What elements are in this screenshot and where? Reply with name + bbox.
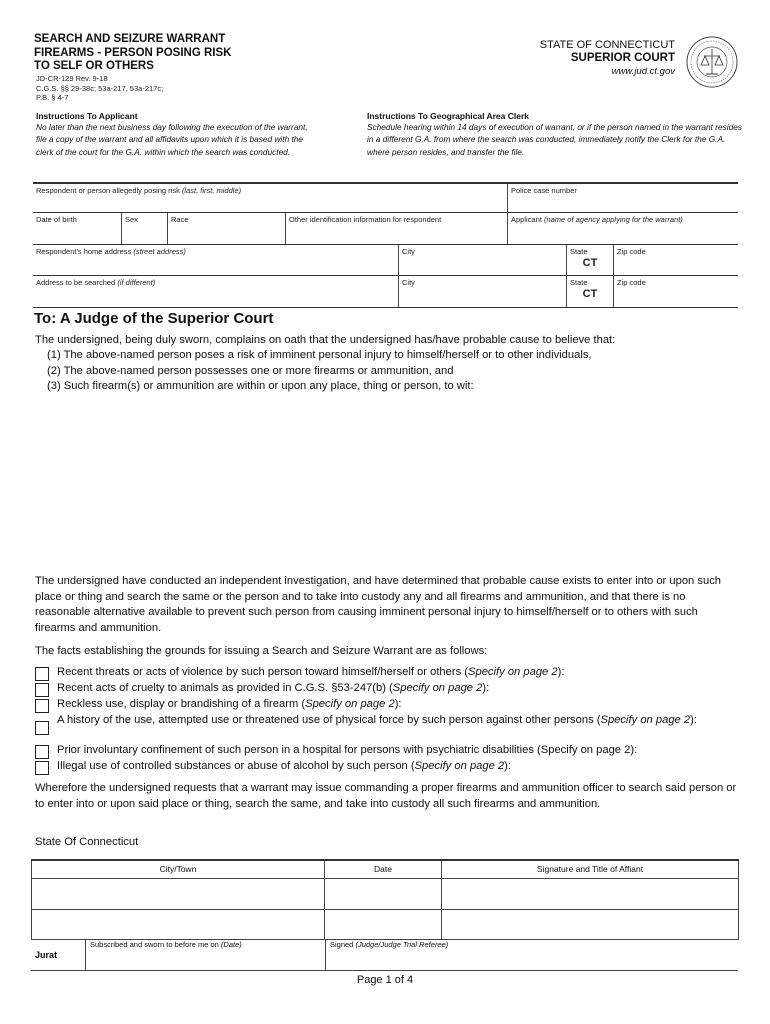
ground-checkbox-reckless-use[interactable]	[35, 699, 49, 713]
practice-book-citation: P.B. § 4-7	[36, 93, 69, 102]
city-town-header: City/Town	[32, 860, 325, 878]
applicant-instructions	[36, 111, 311, 158]
race-label: Race	[171, 215, 189, 224]
specify-note: Specify on page 2	[305, 698, 395, 710]
ground-reckless-use	[57, 697, 737, 712]
court-header	[540, 39, 675, 78]
jurat-row	[31, 939, 738, 971]
signed-label: Signed	[330, 940, 354, 949]
investigation-statement: The undersigned have conducted an independent investigation, and have determined that probable cause exists to enter into or upon such place or thing and search the same or the person and to take into custody any and all firearms and ammunition, and that there is no reasonable alternative available to prevent such person from causing imminent personal injury to himself/herself or to others with such firearms and ammunition.	[35, 575, 722, 634]
judge-signature-field[interactable]	[325, 940, 738, 970]
specify-note: Specify on page 2	[392, 682, 483, 694]
applicant-instructions-heading: Instructions To Applicant	[36, 111, 138, 121]
police-case-number-field[interactable]	[507, 184, 739, 212]
page-number: Page 1 of 4	[356, 974, 414, 986]
date-of-birth-label: Date of birth	[36, 215, 77, 224]
subscribed-hint: (Date)	[220, 940, 242, 949]
specify-note: Specify on page 2	[600, 714, 691, 726]
ground-end: ):	[504, 760, 512, 772]
jurat-label: Jurat	[35, 950, 58, 960]
search-zip-field[interactable]	[613, 276, 739, 307]
ground-checkbox-confinement[interactable]	[35, 745, 49, 759]
search-state-field	[566, 276, 612, 307]
ground-text: Prior involuntary confinement of such person in a hospital for persons with psychiatric disabilities (Specify on page 2):	[57, 744, 638, 756]
specify-note: Specify on page 2	[468, 666, 558, 678]
specify-note: Specify on page 2	[414, 760, 505, 772]
date-cell[interactable]	[325, 909, 442, 939]
ground-text: A history of the use, attempted use or threatened use of physical force by such person against other persons (	[57, 714, 601, 726]
ground-end: ):	[690, 714, 697, 726]
ground-physical-force	[57, 713, 737, 728]
search-city-field[interactable]	[398, 276, 565, 307]
city-town-cell[interactable]	[32, 909, 325, 939]
clerk-instructions	[367, 111, 742, 158]
ground-end: ):	[482, 682, 490, 694]
probable-cause-intro: The undersigned, being duly sworn, complains on oath that the undersigned has/have probable cause to believe that:	[35, 334, 616, 346]
search-city-label: City	[402, 278, 415, 287]
clerk-instructions-heading: Instructions To Geographical Area Clerk	[367, 111, 530, 121]
ground-end: ):	[394, 698, 402, 710]
ground-threats	[57, 665, 737, 680]
ground-animal-cruelty	[57, 681, 737, 696]
home-address-field[interactable]	[33, 245, 397, 275]
signature-cell[interactable]	[442, 878, 739, 909]
ground-checkbox-physical-force[interactable]	[35, 721, 49, 735]
statute-citation: C.G.S. §§ 29-38c; 53a-217, 53a-217c;	[36, 83, 164, 93]
search-address-label: Address to be searched	[36, 278, 116, 287]
place-description-area[interactable]	[35, 398, 738, 566]
form-title-line-2: FIREARMS - PERSON POSING RISK	[34, 46, 232, 59]
applicant-label: Applicant	[511, 215, 542, 224]
probable-cause-item-1: (1) The above-named person poses a risk of imminent personal injury to himself/herself or to other individuals,	[47, 349, 592, 361]
home-state-field	[566, 245, 612, 275]
form-title-line-3: TO SELF OR OTHERS	[34, 60, 154, 72]
search-address-field[interactable]	[33, 276, 397, 307]
applicant-field[interactable]	[507, 213, 739, 244]
date-header: Date	[325, 860, 442, 878]
probable-cause-item-2: (2) The above-named person possesses one or more firearms or ammunition, and	[47, 364, 454, 377]
signature-cell[interactable]	[442, 909, 739, 939]
court-url: www.jud.ct.gov	[611, 66, 675, 77]
other-id-field[interactable]	[285, 213, 507, 244]
police-case-number-label: Police case number	[511, 186, 577, 195]
ground-checkbox-threats[interactable]	[35, 667, 49, 681]
home-zip-field[interactable]	[613, 245, 739, 275]
search-address-hint: (if different)	[117, 278, 156, 287]
search-state-value: CT	[582, 288, 598, 300]
ground-checkbox-substance-abuse[interactable]	[35, 761, 49, 775]
applicant-instructions-text: No later than the next business day following the execution of the warrant, file a copy of the warrant and all affidavits upon which it is based with the clerk of the court for the G.A. within which the search was conducted.	[36, 122, 308, 157]
home-city-label: City	[402, 247, 415, 256]
sex-field[interactable]	[121, 213, 167, 244]
ground-confinement	[57, 743, 737, 758]
court-name: SUPERIOR COURT	[570, 52, 675, 64]
subscribed-label: Subscribed and sworn to before me on	[90, 940, 219, 949]
ground-text: Illegal use of controlled substances or abuse of alcohol by such person (	[57, 760, 415, 772]
ground-substance-abuse	[57, 759, 737, 774]
home-zip-label: Zip code	[617, 247, 646, 256]
applicant-hint: (name of agency applying for the warrant)	[543, 215, 683, 224]
date-cell[interactable]	[325, 878, 442, 909]
subscribed-date-field[interactable]	[85, 940, 328, 970]
facts-intro: The facts establishing the grounds for issuing a Search and Seizure Warrant are as follows:	[35, 645, 488, 657]
home-state-value: CT	[582, 257, 598, 269]
other-id-label: Other identification information for respondent	[289, 215, 442, 224]
search-zip-label: Zip code	[617, 278, 646, 287]
wherefore-statement: Wherefore the undersigned requests that a warrant may issue commanding a proper firearms and ammunition officer to search said person or to enter into or upon said place or thing, search the same, and take into custody all such firearms and ammunition.	[35, 782, 737, 810]
respondent-name-label: Respondent or person allegedly posing risk	[36, 186, 180, 195]
form-title	[34, 33, 294, 74]
respondent-name-hint: (last, first, middle)	[181, 186, 242, 195]
form-number: JD-CR-129 Rev. 9-18	[36, 74, 108, 83]
state-name: STATE OF CONNECTICUT	[539, 39, 675, 51]
home-address-label: Respondent's home address	[36, 247, 132, 256]
ground-text: Recent acts of cruelty to animals as provided in C.G.S. §53-247(b) (	[57, 682, 393, 694]
signature-header: Signature and Title of Affiant	[442, 860, 739, 878]
state-of-connecticut-label: State Of Connecticut	[35, 836, 139, 848]
home-city-field[interactable]	[398, 245, 565, 275]
city-town-cell[interactable]	[32, 878, 325, 909]
ground-checkbox-animal-cruelty[interactable]	[35, 683, 49, 697]
respondent-name-field[interactable]	[33, 184, 506, 212]
signed-hint: (Judge/Judge Trial Referee)	[355, 940, 449, 949]
probable-cause-item-3: (3) Such firearm(s) or ammunition are within or upon any place, thing or person, to wit:	[47, 380, 474, 393]
ground-text: Reckless use, display or brandishing of a firearm (	[57, 698, 306, 710]
sex-label: Sex	[125, 215, 138, 224]
clerk-instructions-text: Schedule hearing within 14 days of execution of warrant, or if the person named in the warrant resides in a different G.A. from where the search was conducted, immediately notify the Clerk for the G.A. where person resides, and transfer the file.	[367, 122, 742, 157]
date-of-birth-field[interactable]	[33, 213, 120, 244]
form-meta	[36, 74, 163, 103]
ground-end: ):	[557, 666, 565, 678]
search-state-label: State	[570, 278, 588, 287]
form-title-line-1: SEARCH AND SEIZURE WARRANT	[34, 33, 226, 45]
section-heading: To: A Judge of the Superior Court	[34, 310, 274, 327]
divider	[33, 307, 738, 308]
signature-table	[31, 859, 739, 940]
home-address-hint: (street address)	[133, 247, 186, 256]
state-seal-icon	[686, 36, 738, 88]
home-state-label: State	[570, 247, 588, 256]
ground-text: Recent threats or acts of violence by such person toward himself/herself or others (	[57, 666, 469, 678]
probable-cause-list	[47, 348, 737, 395]
race-field[interactable]	[167, 213, 285, 244]
